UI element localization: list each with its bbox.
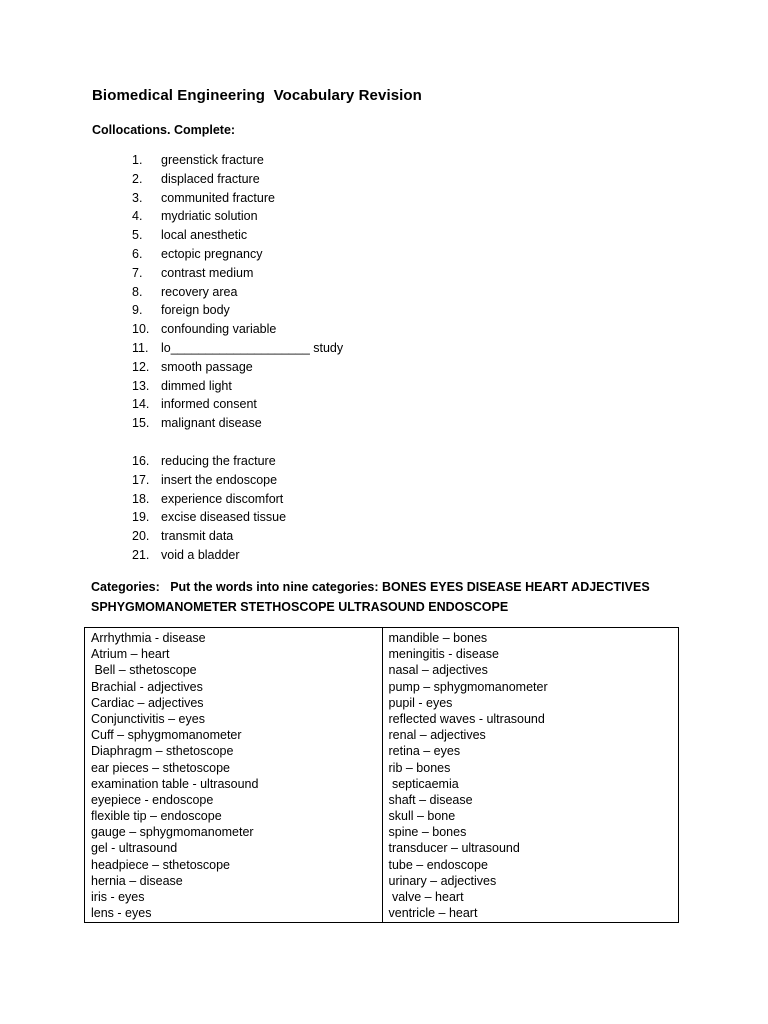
list-item bbox=[132, 471, 286, 490]
list-item-text: mydriatic solution bbox=[161, 209, 258, 224]
collocations-heading: Collocations. Complete: bbox=[92, 123, 236, 137]
table-cell: nasal – adjectives bbox=[388, 663, 488, 678]
list-item-number: 21. bbox=[132, 547, 150, 562]
list-item-number: 18. bbox=[132, 491, 150, 506]
list-item-text: contrast medium bbox=[161, 265, 254, 280]
list-item bbox=[132, 508, 286, 527]
list-item bbox=[132, 170, 343, 189]
table-cell: valve – heart bbox=[388, 890, 464, 904]
table-cell: ventricle – heart bbox=[388, 906, 478, 921]
table-cell: tube – endoscope bbox=[388, 857, 488, 872]
list-item-number: 15. bbox=[132, 416, 150, 431]
list-item bbox=[132, 301, 343, 320]
table-cell: rib – bones bbox=[388, 760, 451, 775]
list-item-text: recovery area bbox=[161, 284, 238, 299]
list-item bbox=[132, 320, 343, 339]
list-item bbox=[132, 414, 343, 433]
categories-text: Put the words into nine categories: BONES EYES DISEASE HEART ADJECTIVES SPHYGMOMANOMETER STETHOSCOPE ULTRASOUND ENDOSCOPE bbox=[91, 580, 650, 614]
table-cell: renal – adjectives bbox=[388, 728, 486, 743]
list-item bbox=[132, 452, 286, 471]
list-item-text: reducing the fracture bbox=[161, 454, 276, 468]
list-item-text: lo____________________ study bbox=[161, 340, 344, 355]
table-cell: Atrium – heart bbox=[91, 647, 170, 662]
table-cell: Conjunctivitis – eyes bbox=[91, 711, 205, 726]
table-cell: septicaemia bbox=[388, 776, 459, 791]
table-cell: eyepiece - endoscope bbox=[91, 792, 214, 807]
list-item-text: greenstick fracture bbox=[161, 153, 264, 167]
categories-label: Categories: bbox=[91, 580, 171, 594]
collocations-list bbox=[132, 151, 343, 433]
list-item-number: 20. bbox=[132, 529, 150, 544]
table-cell: flexible tip – endoscope bbox=[91, 809, 222, 824]
vocabulary-table bbox=[84, 627, 679, 923]
list-item bbox=[132, 490, 286, 509]
list-item-number: 11. bbox=[132, 340, 149, 355]
list-item bbox=[132, 339, 343, 358]
table-cell: Arrhythmia - disease bbox=[91, 631, 206, 645]
list-item-number: 10. bbox=[132, 322, 150, 337]
table-cell: retina – eyes bbox=[388, 744, 461, 759]
table-cell: meningitis - disease bbox=[388, 647, 499, 662]
list-item bbox=[132, 377, 343, 396]
list-item bbox=[132, 527, 286, 546]
table-cell: iris - eyes bbox=[91, 890, 145, 904]
list-item-text: local anesthetic bbox=[161, 228, 248, 243]
list-item-number: 13. bbox=[132, 378, 150, 393]
table-cell: gel - ultrasound bbox=[91, 841, 178, 856]
table-cell: shaft – disease bbox=[388, 792, 473, 807]
list-item-number: 2. bbox=[132, 171, 143, 186]
list-item-text: informed consent bbox=[161, 397, 257, 412]
list-item-number: 4. bbox=[132, 209, 143, 224]
list-item bbox=[132, 395, 343, 414]
table-cell: spine – bones bbox=[388, 825, 467, 840]
vocabulary-column-right bbox=[382, 628, 679, 922]
list-item bbox=[132, 358, 343, 377]
list-item-number: 14. bbox=[132, 397, 150, 412]
categories-instruction bbox=[91, 577, 651, 617]
table-cell: urinary – adjectives bbox=[388, 873, 497, 888]
list-item-number: 3. bbox=[132, 190, 143, 205]
list-item-number: 12. bbox=[132, 359, 150, 374]
list-item-text: displaced fracture bbox=[161, 171, 260, 186]
collocations-list-verbs bbox=[132, 452, 286, 565]
list-item-number: 9. bbox=[132, 303, 143, 318]
table-cell: Cuff – sphygmomanometer bbox=[91, 728, 242, 743]
list-item-text: communited fracture bbox=[161, 190, 275, 205]
table-cell: mandible – bones bbox=[388, 631, 488, 645]
table-cell: lens - eyes bbox=[91, 906, 152, 921]
list-item-text: experience discomfort bbox=[161, 491, 284, 506]
table-cell: pump – sphygmomanometer bbox=[388, 679, 548, 694]
table-cell: hernia – disease bbox=[91, 873, 183, 888]
list-item-text: foreign body bbox=[161, 303, 230, 318]
list-item-text: insert the endoscope bbox=[161, 472, 278, 487]
list-item-text: smooth passage bbox=[161, 359, 253, 374]
list-item-number: 6. bbox=[132, 246, 143, 261]
list-item-number: 16. bbox=[132, 454, 150, 468]
list-item bbox=[132, 189, 343, 208]
table-cell: skull – bone bbox=[388, 809, 456, 824]
table-cell: Diaphragm – sthetoscope bbox=[91, 744, 234, 759]
table-cell: headpiece – sthetoscope bbox=[91, 857, 230, 872]
list-item-text: dimmed light bbox=[161, 378, 232, 393]
list-item-text: malignant disease bbox=[161, 416, 262, 431]
list-item-number: 7. bbox=[132, 265, 143, 280]
list-item bbox=[132, 283, 343, 302]
table-cell: transducer – ultrasound bbox=[388, 841, 520, 856]
list-item-text: excise diseased tissue bbox=[161, 510, 287, 525]
table-cell: Bell – sthetoscope bbox=[91, 663, 197, 678]
table-cell: ear pieces – sthetoscope bbox=[91, 760, 230, 775]
list-item-text: transmit data bbox=[161, 529, 234, 544]
list-item-number: 19. bbox=[132, 510, 150, 525]
table-cell: Cardiac – adjectives bbox=[91, 695, 204, 710]
table-cell: Brachial - adjectives bbox=[91, 679, 203, 694]
page-title: Biomedical Engineering Vocabulary Revision bbox=[92, 87, 422, 104]
list-item-number: 8. bbox=[132, 284, 143, 299]
list-item-text: ectopic pregnancy bbox=[161, 246, 263, 261]
list-item bbox=[132, 207, 343, 226]
vocabulary-column-left bbox=[85, 628, 382, 922]
list-item-text: confounding variable bbox=[161, 322, 277, 337]
table-cell: pupil - eyes bbox=[388, 695, 453, 710]
list-item bbox=[132, 226, 343, 245]
list-item bbox=[132, 151, 343, 170]
list-item bbox=[132, 546, 286, 565]
table-cell: examination table - ultrasound bbox=[91, 776, 259, 791]
list-item bbox=[132, 245, 343, 264]
list-item bbox=[132, 264, 343, 283]
table-cell: reflected waves - ultrasound bbox=[388, 711, 545, 726]
list-item-text: void a bladder bbox=[161, 547, 240, 562]
list-item-number: 1. bbox=[132, 153, 143, 167]
list-item-number: 17. bbox=[132, 472, 150, 487]
list-item-number: 5. bbox=[132, 228, 143, 243]
table-cell: gauge – sphygmomanometer bbox=[91, 825, 254, 840]
